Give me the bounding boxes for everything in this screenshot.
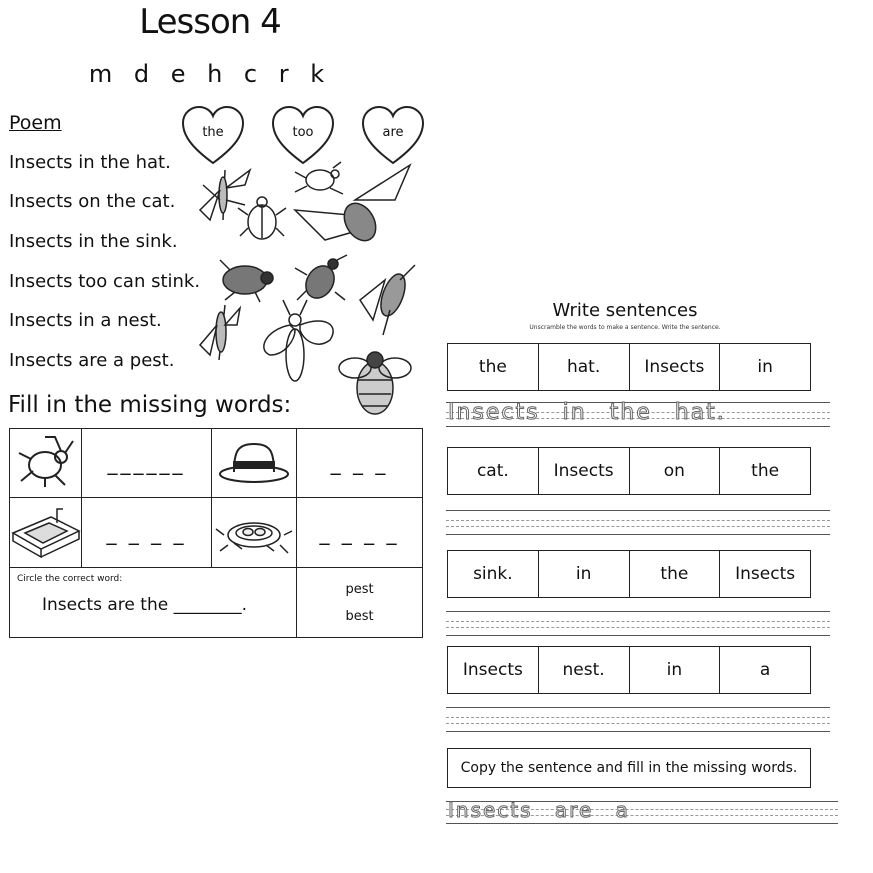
writing-lines[interactable] [446,609,830,641]
beetle-icon [295,162,343,194]
heart-label: too [292,125,314,140]
page-title: Lesson 4 [139,2,281,42]
fly-icon [360,265,415,335]
heart-word-the [181,105,245,167]
mosquito-icon [200,170,250,220]
write-sentences-subtitle: Unscramble the words to make a sentence. Write the sentence. [529,324,721,331]
nest-icon [214,505,294,557]
word-card: sink. [448,551,539,597]
word-card: Insects [448,647,539,693]
word-blank[interactable]: ______ [82,429,212,498]
circle-sentence-cell [10,568,297,638]
word-card: a [759,660,771,680]
poem-line: Insects in the hat. [9,152,171,173]
heart-word-too [271,105,335,167]
word-card: nest. [539,647,630,693]
word-card: on [630,448,721,494]
word-blank[interactable]: _ _ _ _ [82,498,212,568]
word-card: in [757,357,773,377]
scrambled-row [447,646,811,694]
heart-label: the [202,125,224,140]
poem-line: Insects in a nest. [9,310,162,331]
fill-in-table [9,428,423,638]
copy-instruction-box: Copy the sentence and fill in the missing words. [447,748,811,788]
beetle-icon [295,255,347,303]
write-sentences-title: Write sentences [552,300,698,321]
fill-in-title: Fill in the missing words: [8,392,292,418]
word-card: the [630,551,721,597]
hat-icon [216,436,292,486]
poem-line: Insects on the cat. [9,191,176,212]
heart-label: are [382,125,404,140]
word-blank[interactable]: _ _ _ _ [297,498,423,568]
word-card: Insects [735,564,796,584]
poem-line: Insects in the sink. [9,231,178,252]
poem-line: Insects are a pest. [9,350,175,371]
fly-icon [220,260,273,302]
scrambled-row [447,550,811,598]
circle-sentence: Insects are the ________. [42,595,247,615]
writing-lines[interactable] [446,705,830,737]
option-best[interactable]: best [345,608,374,624]
traced-sentence: Insects in the hat. [448,400,726,425]
poem-line: Insects too can stink. [9,271,201,292]
beetle-icon [238,197,286,239]
options-cell [297,568,423,638]
word-card: hat. [539,344,630,390]
picture-cell [10,498,82,568]
word-card: the [448,344,539,390]
sink-icon [11,503,81,559]
circle-instruction: Circle the correct word: [17,574,123,584]
word-card: Insects [539,448,630,494]
scrambled-row [447,343,811,391]
wasp-icon [264,300,333,381]
word-card: in [630,647,721,693]
picture-cell [212,429,297,498]
bug-icon [15,431,77,491]
word-card: the [751,461,780,481]
cicada-icon [295,165,410,246]
bee-icon [339,352,411,414]
letters-row: m d e h c r k [88,60,332,88]
picture-cell [212,498,297,568]
word-blank[interactable]: _ _ _ [297,429,423,498]
heart-word-are [361,105,425,167]
option-pest[interactable]: pest [345,581,374,597]
word-card: Insects [630,344,721,390]
picture-cell [10,429,82,498]
poem-heading: Poem [9,112,62,134]
writing-lines[interactable] [446,508,830,540]
mosquito-icon [200,305,240,360]
traced-sentence: Insects are a [448,798,630,822]
word-card: in [539,551,630,597]
insects-illustration [195,160,425,420]
word-card: cat. [448,448,539,494]
scrambled-row [447,447,811,495]
